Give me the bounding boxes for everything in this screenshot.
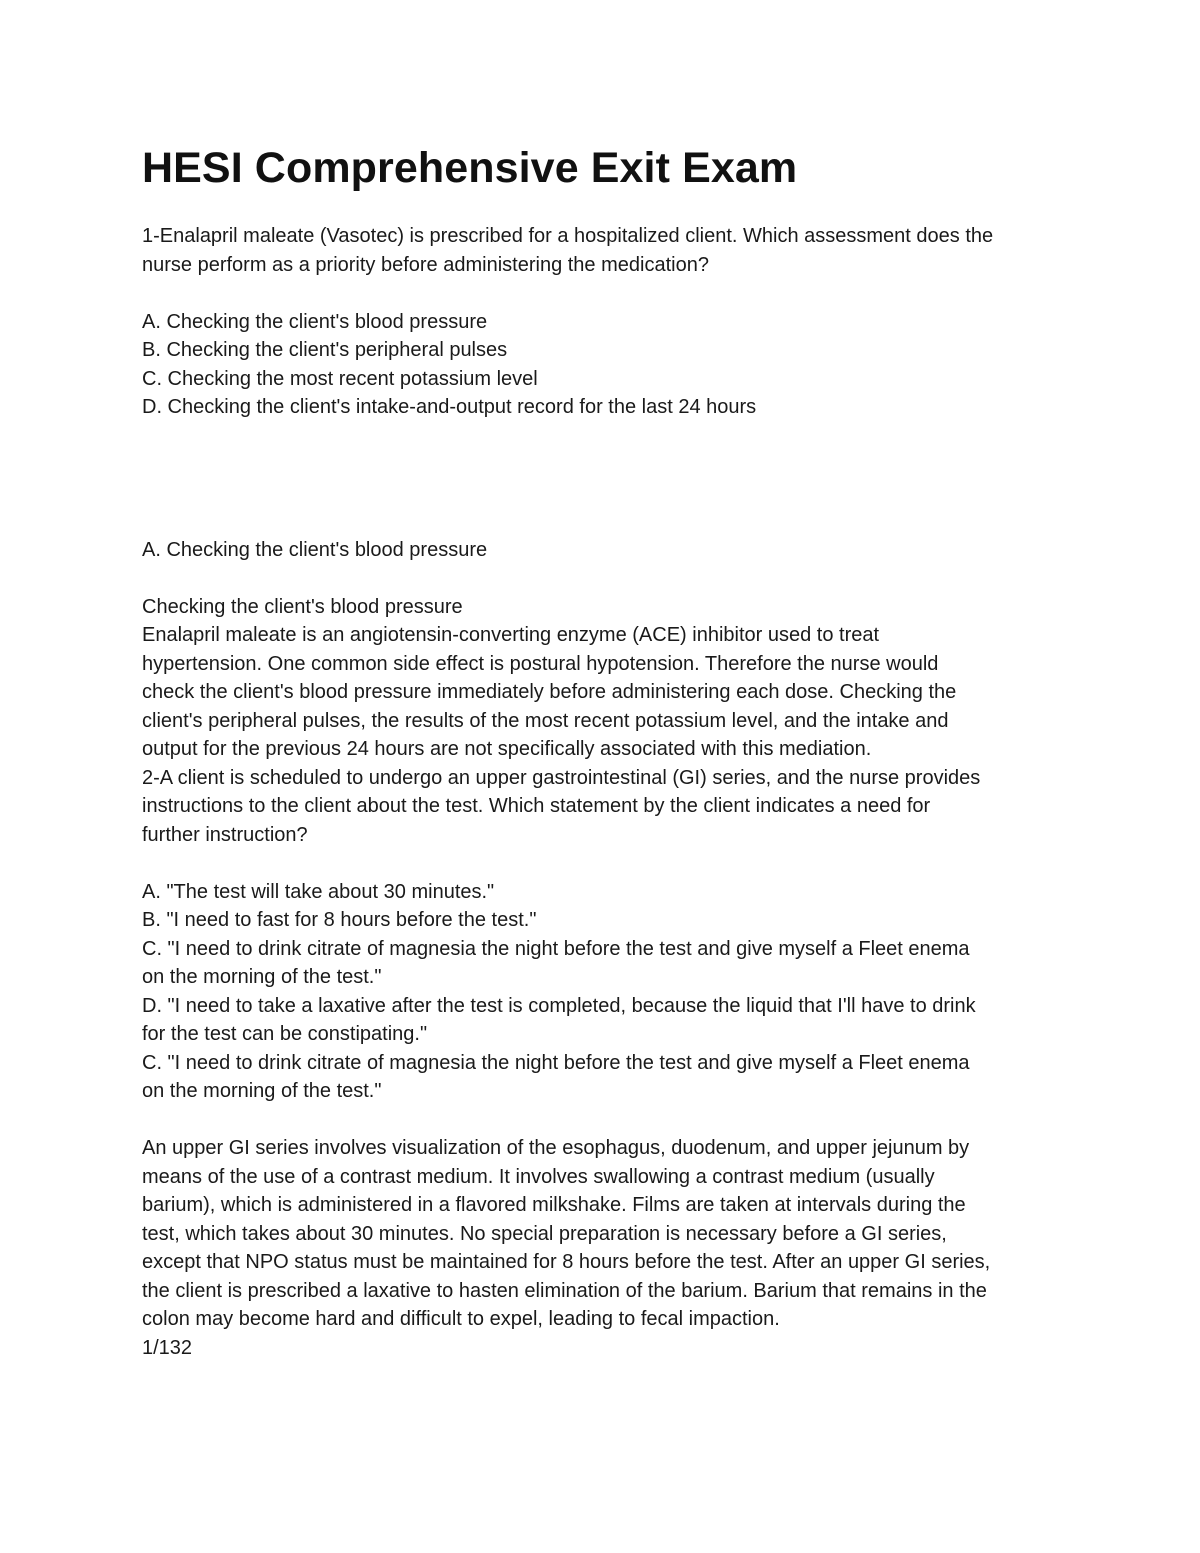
question-2-option-a: A. "The test will take about 30 minutes." [142,880,495,903]
page-number: 1/132 [142,1336,193,1359]
question-2-rationale-line: except that NPO status must be maintained for 8 hours before the test. After an upper GI series, [142,1251,991,1273]
question-1-stem-line: 1-Enalapril maleate (Vasotec) is prescribed for a hospitalized client. Which assessment does the [142,225,994,247]
question-1-option-d: D. Checking the client's intake-and-output record for the last 24 hours [142,396,757,418]
question-2-rationale-line: test, which takes about 30 minutes. No special preparation is necessary before a GI series, [142,1222,947,1245]
question-1-rationale-line: client's peripheral pulses, the results of the most recent potassium level, and the intake and [142,709,949,732]
question-1-option-b: B. Checking the client's peripheral pulses [142,339,508,361]
question-1-rationale-line: check the client's blood pressure immediately before administering each dose. Checking the [142,681,957,703]
document-page [142,140,1082,1362]
question-1-rationale-line: output for the previous 24 hours are not specifically associated with this mediation. [142,738,872,760]
question-2-option-d-cont: for the test can be constipating." [142,1023,428,1045]
question-1 [142,222,1082,764]
question-2-rationale-line: means of the use of a contrast medium. It involves swallowing a contrast medium (usually [142,1165,935,1188]
question-2-stem-line: instructions to the client about the test. Which statement by the client indicates a need for [142,795,931,817]
question-2-rationale-line: colon may become hard and difficult to expel, leading to fecal impaction. [142,1308,780,1330]
question-1-option-a: A. Checking the client's blood pressure [142,310,488,333]
question-2-rationale-line: An upper GI series involves visualization of the esophagus, duodenum, and upper jejunum by [142,1137,970,1159]
question-2-option-b: B. "I need to fast for 8 hours before the test." [142,909,537,931]
question-2-option-d: D. "I need to take a laxative after the test is completed, because the liquid that I'll have to drink [142,994,976,1017]
question-2 [142,764,1082,1334]
question-1-stem-line: nurse perform as a priority before administering the medication? [142,253,709,276]
question-2-stem-line: 2-A client is scheduled to undergo an upper gastrointestinal (GI) series, and the nurse provides [142,766,981,789]
question-2-rationale-line: the client is prescribed a laxative to hasten elimination of the barium. Barium that remains in the [142,1279,987,1302]
question-2-stem-line: further instruction? [142,823,308,846]
question-2-option-c-cont: on the morning of the test." [142,966,382,988]
question-2-rationale-line: barium), which is administered in a flavored milkshake. Films are taken at intervals during the [142,1194,966,1216]
question-1-option-c: C. Checking the most recent potassium level [142,367,538,390]
question-1-rationale-line: hypertension. One common side effect is postural hypotension. Therefore the nurse would [142,652,939,675]
question-1-answer: A. Checking the client's blood pressure [142,538,488,561]
question-2-option-c: C. "I need to drink citrate of magnesia the night before the test and give myself a Fleet enema [142,937,970,960]
question-2-answer-cont: on the morning of the test." [142,1080,382,1102]
page-title: HESI Comprehensive Exit Exam [142,144,798,192]
question-1-rationale-line: Enalapril maleate is an angiotensin-converting enzyme (ACE) inhibitor used to treat [142,624,880,646]
question-1-rationale-line: Checking the client's blood pressure [142,595,463,618]
question-2-answer: C. "I need to drink citrate of magnesia the night before the test and give myself a Fleet enema [142,1051,970,1074]
